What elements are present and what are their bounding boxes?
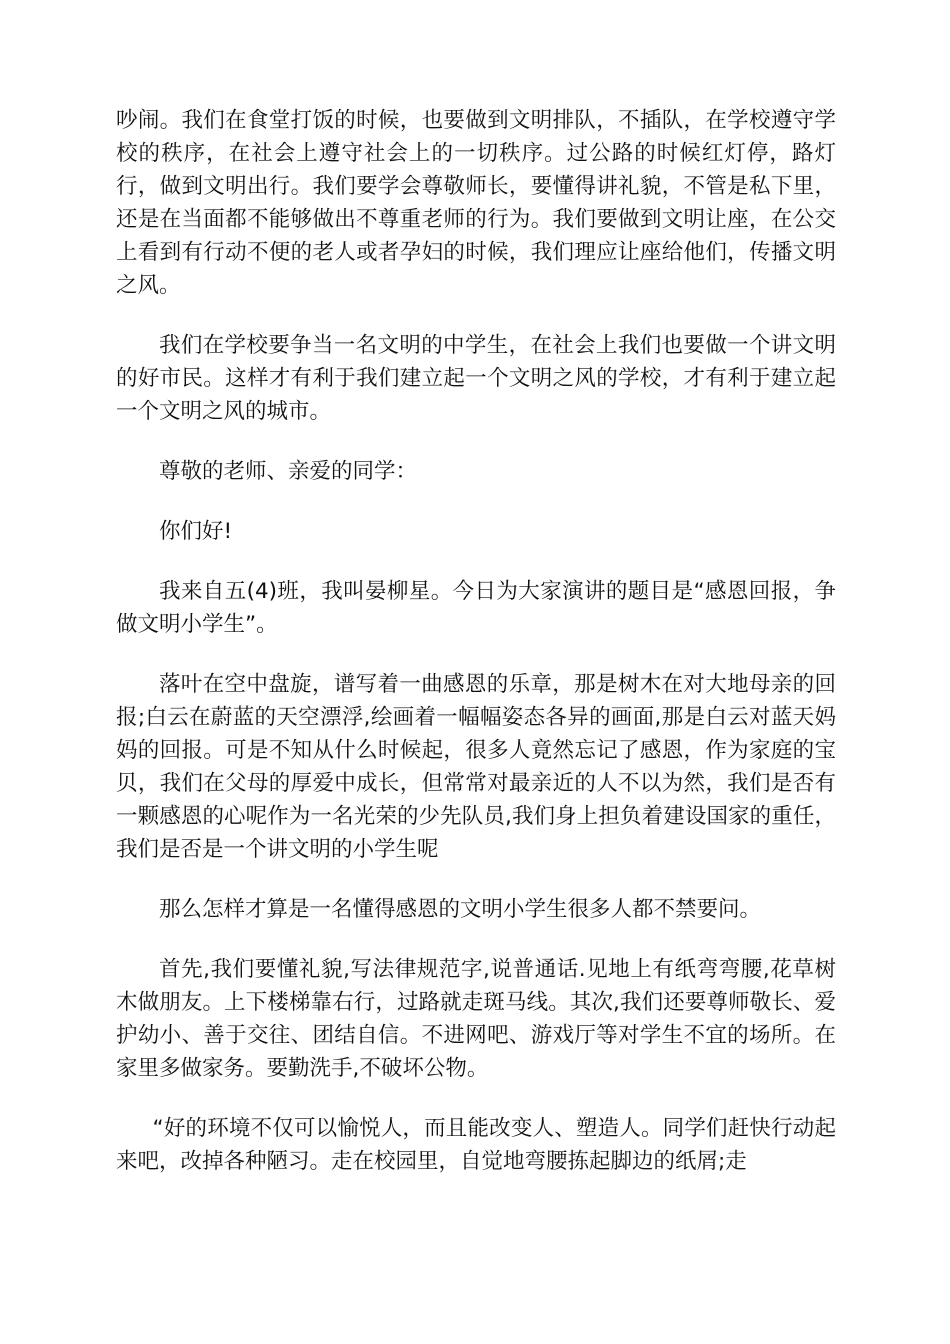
paragraph-2: 我们在学校要争当一名文明的中学生，在社会上我们也要做一个讲文明的好市民。这样才有利于我们建立起一个文明之风的学校，才有利于建立起一个文明之风的城市。 — [116, 333, 836, 424]
paragraph-intro: 我来自五(4)班，我叫晏柳星。今日为大家演讲的题目是“感恩回报，争做文明小学生”。 — [116, 579, 836, 637]
document-body — [116, 104, 836, 1205]
paragraph-gratitude: 落叶在空中盘旋，谱写着一曲感恩的乐章，那是树木在对大地母亲的回报;白云在蔚蓝的天空漂浮,绘画着一幅幅姿态各异的画面,那是白云对蓝天妈妈的回报。可是不知从什么时候起，很多人竟然忘记了感恩，作为家庭的宝贝，我们在父母的厚爱中成长，但常常对最亲近的人不以为然，我们是否有一颗感恩的心呢作为一名光荣的少先队员,我们身上担负着建设国家的重任，我们是否是一个讲文明的小学生呢 — [116, 672, 836, 862]
salutation: 尊敬的老师、亲爱的同学： — [159, 459, 418, 484]
paragraph-1: 吵闹。我们在食堂打饭的时候，也要做到文明排队，不插队，在学校遵守学校的秩序，在社会上遵守社会上的一切秩序。过公路的时候红灯停，路灯行，做到文明出行。我们要学会尊敬师长，要懂得讲礼貌，不管是私下里，还是在当面都不能够做出不尊重老师的行为。我们要做到文明让座，在公交上看到有行动不便的老人或者孕妇的时候，我们理应让座给他们，传播文明之风。 — [116, 108, 836, 298]
paragraph-manners: 首先,我们要懂礼貌,写法律规范字,说普通话.见地上有纸弯弯腰,花草树木做朋友。上下楼梯靠右行，过路就走斑马线。其次,我们还要尊师敬长、爱护幼小、善于交往、团结自信。不进网吧、游戏厅等对学生不宜的场所。在家里多做家务。要勤洗手,不破坏公物。 — [116, 957, 836, 1081]
greeting: 你们好! — [159, 519, 233, 544]
paragraph-environment: “好的环境不仅可以愉悦人，而且能改变人、塑造人。同学们赶快行动起来吧，改掉各种陋习。走在校园里，自觉地弯腰拣起脚边的纸屑;走 — [116, 1116, 836, 1174]
paragraph-question: 那么怎样才算是一名懂得感恩的文明小学生很多人都不禁要问。 — [159, 897, 762, 922]
